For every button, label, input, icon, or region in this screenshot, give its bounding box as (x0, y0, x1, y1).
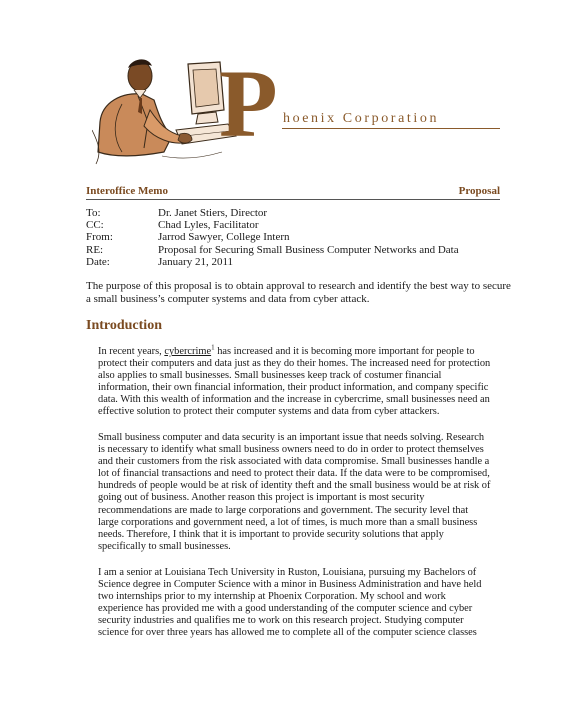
routing-value: Proposal for Securing Small Business Computer Networks and Data (158, 243, 459, 256)
text-line: specifically to small businesses. (98, 540, 231, 552)
text-line: hundreds of people would be at risk of identity theft and the small business would be at risk of (98, 480, 491, 492)
routing-row-to (86, 207, 459, 219)
text-line: information, their own financial information, their product information, and company specific (98, 382, 489, 394)
text-line: recommendations are made to large corporations and government. The security level that (98, 504, 469, 516)
footnote-marker[interactable]: 1 (211, 343, 215, 352)
intro-paragraph-2 (98, 432, 508, 553)
routing-value: Chad Lyles, Facilitator (158, 219, 259, 232)
footnote-term-link[interactable]: cybercrime (164, 346, 212, 357)
text-fragment: In recent years, (98, 346, 165, 357)
logo-letter: P (219, 50, 278, 157)
logo-company-name: hoenix Corporation (283, 111, 440, 126)
text-line (98, 343, 508, 358)
routing-row-re (86, 244, 459, 256)
text-line: experience has provided me with a good understanding of the computer science and cyber (98, 603, 473, 615)
text-line: going out of business. Another reason this project is important is most security (98, 492, 425, 504)
text-line: science for over three years has allowed me to complete all of the computer science classes (98, 627, 477, 639)
routing-value: Jarrod Sawyer, College Intern (158, 231, 290, 244)
text-line: is necessary to identify what small business owners need to do in order to protect themselves (98, 444, 484, 456)
text-line: needs. Therefore, I think that it is important to provide security solutions that apply (98, 528, 444, 540)
routing-row-from (86, 231, 459, 243)
routing-label: To: (86, 207, 101, 219)
memo-kind: Proposal (458, 185, 500, 197)
text-line: data. With this wealth of information and the increase in cybercrime, small businesses need an (98, 394, 490, 406)
routing-block (86, 207, 459, 268)
text-line: effective solution to protect their computer systems and data from cyber attackers. (98, 406, 440, 418)
routing-value: January 21, 2011 (158, 255, 234, 268)
text-line: two internships prior to my internship at Phoenix Corporation. My school and work (98, 591, 446, 603)
purpose-paragraph (86, 280, 511, 306)
memo-type: Interoffice Memo (86, 185, 168, 197)
text-line: large corporations and government need, a lot of times, is much more than a small business (98, 516, 478, 528)
routing-label: CC: (86, 219, 104, 232)
divider (86, 199, 500, 200)
routing-label: Date: (86, 255, 110, 268)
text-line: and their customers from the risk associated with data compromise. Small businesses handle a (98, 456, 490, 468)
routing-label: From: (86, 231, 113, 244)
routing-row-cc (86, 219, 459, 231)
text-line: Science degree in Computer Science with a minor in Business Administration and have held (98, 579, 482, 591)
text-line: I am a senior at Louisiana Tech University in Ruston, Louisiana, pursuing my Bachelors of (98, 567, 477, 578)
routing-label: RE: (86, 243, 104, 256)
text-line: security industries and qualifies me to work on this research project. Studying computer (98, 615, 464, 627)
text-line: The purpose of this proposal is to obtain approval to research and identify the best way to secure (86, 280, 511, 292)
routing-value: Dr. Janet Stiers, Director (158, 207, 268, 219)
text-line: protect their computers and data just as they do their homes. The increased need for protection (98, 358, 491, 370)
text-line: lot of financial transactions and need to protect their data. If the data were to be compromised, (98, 468, 490, 480)
text-line: Small business computer and data security is an important issue that needs solving. Research (98, 432, 485, 443)
intro-paragraph-3 (98, 567, 508, 640)
text-line: also applies to small businesses. Small businesses keep track of costumer financial (98, 370, 442, 382)
section-heading: Introduction (86, 318, 162, 333)
routing-row-date (86, 256, 459, 268)
logo-underline (282, 128, 500, 129)
text-line: a small business’s computer systems and data from cyber attack. (86, 293, 370, 305)
text-fragment: has increased and it is becoming more important for people to (214, 346, 475, 357)
intro-paragraph-1 (98, 343, 508, 419)
